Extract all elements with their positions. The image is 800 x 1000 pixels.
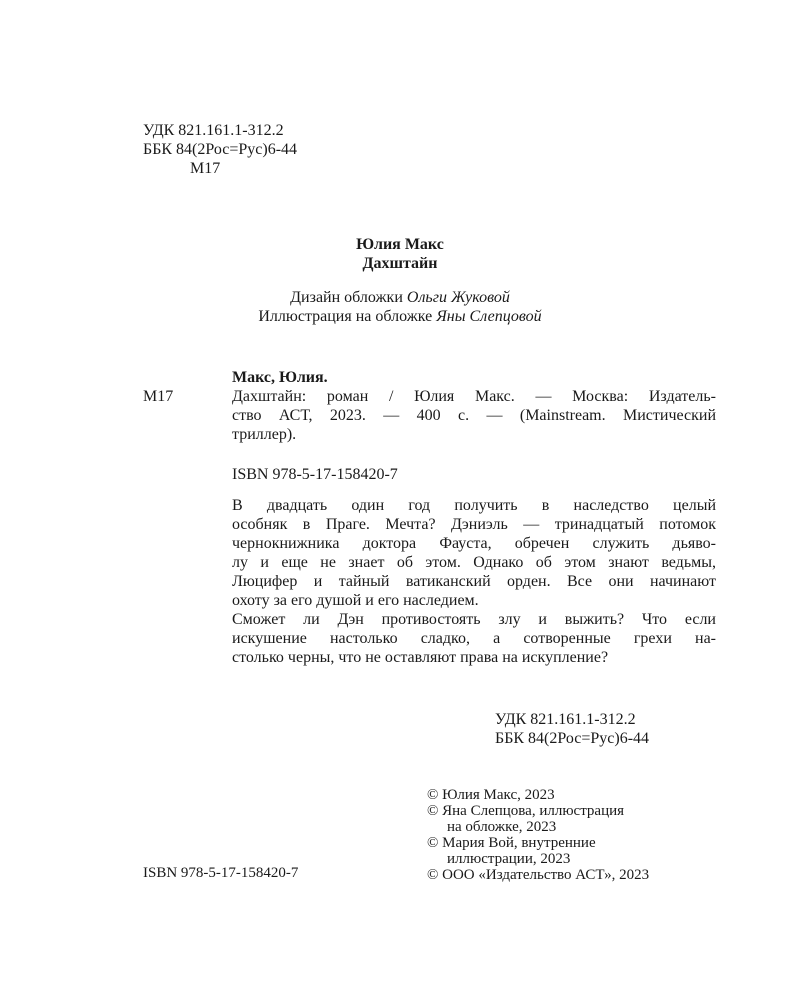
- isbn-record: ISBN 978-5-17-158420-7: [232, 466, 398, 483]
- annotation-line: особняк в Праге. Мечта? Дэниэль — тринадцатый потомок: [232, 516, 716, 533]
- copyright-line: © Яна Слепцова, иллюстрация: [427, 803, 625, 819]
- cover-design-prefix: Дизайн обложки: [290, 289, 407, 306]
- bibliographic-record: [232, 368, 716, 444]
- record-author-mark: М17: [143, 388, 174, 405]
- cover-illustration-credit: [150, 307, 650, 326]
- isbn-bottom: ISBN 978-5-17-158420-7: [143, 865, 299, 881]
- classification-block-bottom: [495, 710, 649, 748]
- copyright-line: © Юлия Макс, 2023: [427, 787, 555, 803]
- record-line: Дахштайн: роман / Юлия Макс. — Москва: Издатель-: [232, 388, 716, 405]
- author-mark: М17: [190, 160, 221, 177]
- copyright-line: на обложке, 2023: [447, 819, 557, 835]
- copyright-block: [427, 787, 649, 883]
- annotation-line: искушение настолько сладко, а сотворенные грехи на-: [232, 630, 716, 647]
- classification-block-top: [143, 121, 297, 178]
- udk-code: УДК 821.161.1-312.2: [495, 711, 636, 728]
- book-title: Дахштайн: [362, 255, 438, 272]
- annotation-line: столько черны, что не оставляют права на искупление?: [232, 649, 609, 666]
- cover-design-name: Ольги Жуковой: [406, 289, 510, 306]
- record-heading: Макс, Юлия.: [232, 369, 328, 386]
- book-header: [150, 235, 650, 326]
- cover-illustration-prefix: Иллюстрация на обложке: [258, 308, 437, 325]
- record-line: триллер).: [232, 426, 297, 443]
- annotation-line: Сможет ли Дэн противостоять злу и выжить? Что если: [232, 611, 716, 628]
- annotation-line: чернокнижника доктора Фауста, обречен служить дьяво-: [232, 535, 716, 552]
- annotation-line: Люцифер и тайный ватиканский орден. Все они начинают: [232, 573, 716, 590]
- copyright-line: иллюстрации, 2023: [447, 851, 571, 867]
- annotation-line: лу и еще не знает об этом. Однако об этом знают ведьмы,: [232, 554, 716, 571]
- bbk-code: ББК 84(2Рос=Рус)6-44: [143, 141, 298, 158]
- copyright-line: © ООО «Издательство АСТ», 2023: [427, 867, 650, 883]
- annotation-line: В двадцать один год получить в наследство целый: [232, 497, 716, 514]
- author-name: Юлия Макс: [356, 236, 444, 253]
- bbk-code: ББК 84(2Рос=Рус)6-44: [495, 730, 650, 747]
- annotation-line: охоту за его душой и его наследием.: [232, 592, 479, 609]
- record-line: ство АСТ, 2023. — 400 с. — (Mainstream. Мистический: [232, 407, 716, 424]
- copyright-line: © Мария Вой, внутренние: [427, 835, 596, 851]
- udk-code: УДК 821.161.1-312.2: [143, 122, 284, 139]
- cover-design-credit: [150, 288, 650, 307]
- cover-illustration-name: Яны Слепцовой: [436, 308, 542, 325]
- annotation: [232, 496, 716, 667]
